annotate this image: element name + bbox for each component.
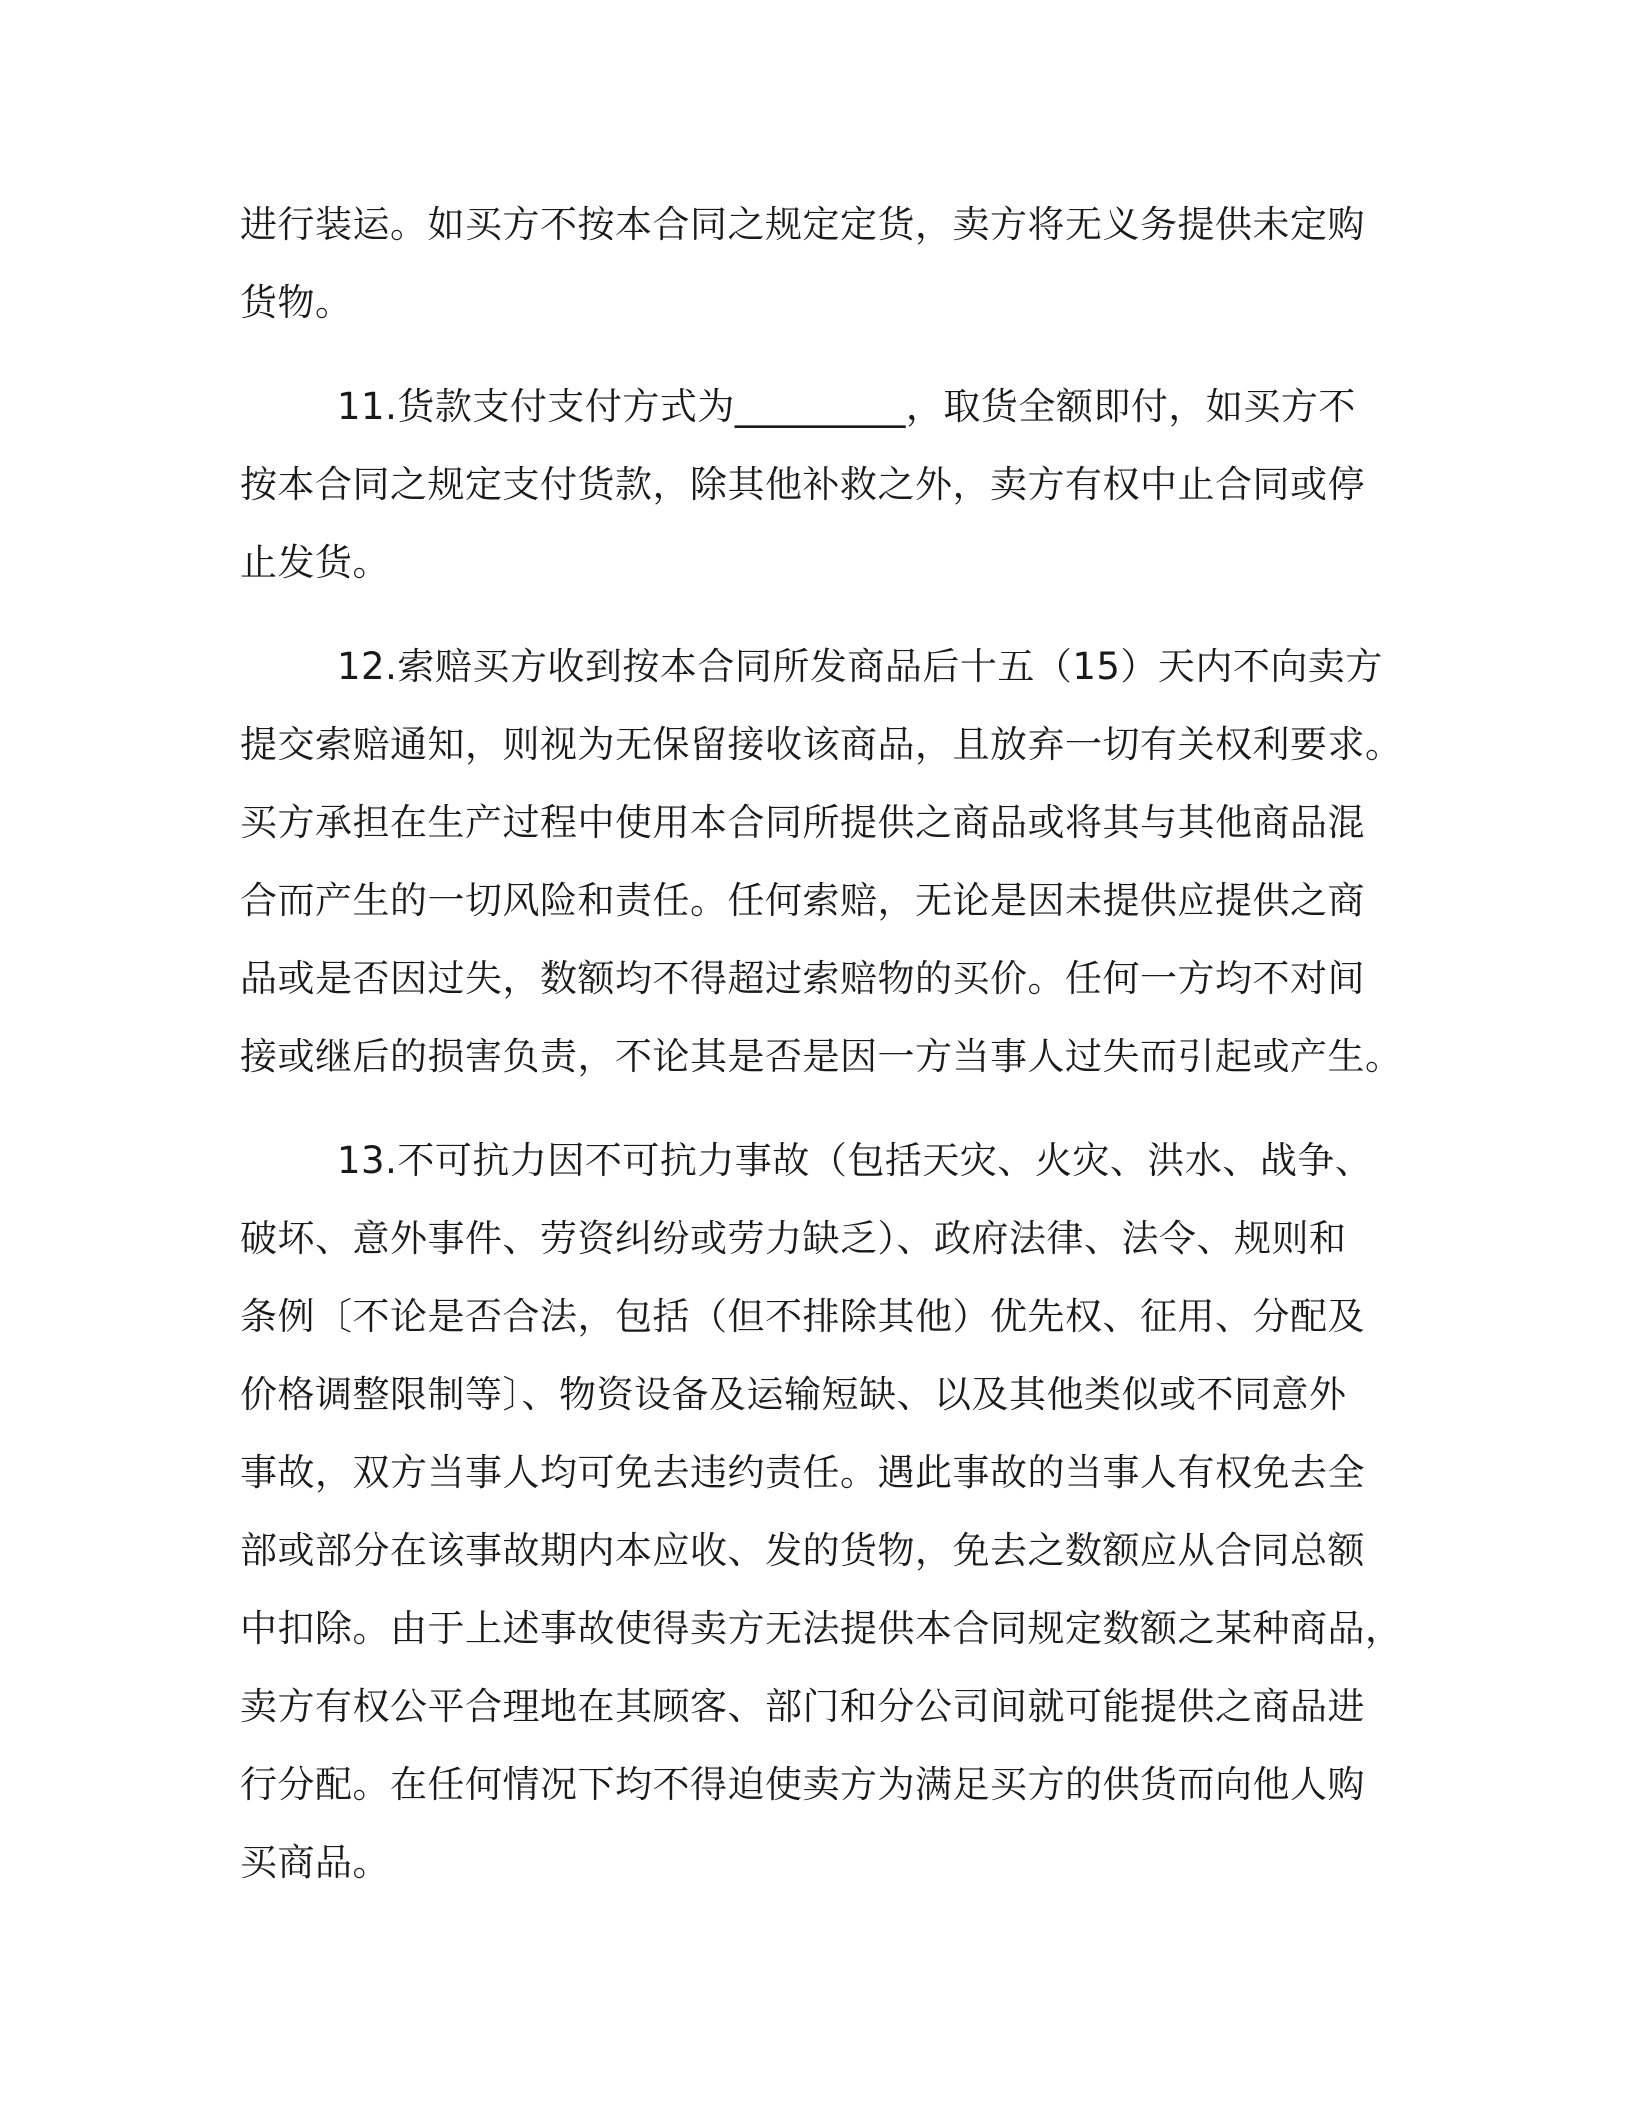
paragraph-line: 止发货。 xyxy=(240,541,390,584)
paragraph-line: 11.货款支付支付方式为_________，取货全额即付，如买方不 xyxy=(337,385,1356,428)
paragraph-line: 行分配。在任何情况下均不得迫使卖方为满足买方的供货而向他人购 xyxy=(240,1763,1365,1806)
paragraph-line: 价格调整限制等〕、物资设备及运输短缺、以及其他类似或不同意外 xyxy=(240,1373,1347,1416)
paragraph-line: 按本合同之规定支付货款，除其他补救之外，卖方有权中止合同或停 xyxy=(240,463,1365,506)
paragraph-10-continuation xyxy=(240,186,1380,342)
paragraph-line: 破坏、意外事件、劳资纠纷或劳力缺乏）、政府法律、法令、规则和 xyxy=(240,1217,1347,1260)
paragraph-line: 12.索赔买方收到按本合同所发商品后十五（15）天内不向卖方 xyxy=(337,645,1383,688)
paragraph-line: 条例〔不论是否合法，包括（但不排除其他）优先权、征用、分配及 xyxy=(240,1295,1365,1338)
document-body xyxy=(240,186,1403,1902)
paragraph-line: 品或是否因过失，数额均不得超过索赔物的买价。任何一方均不对间 xyxy=(240,957,1365,1000)
paragraph-line: 提交索赔通知，则视为无保留接收该商品，且放弃一切有关权利要求。 xyxy=(240,723,1403,766)
paragraph-12-claims xyxy=(240,628,1403,1096)
paragraph-line: 事故，双方当事人均可免去违约责任。遇此事故的当事人有权免去全 xyxy=(240,1451,1365,1494)
paragraph-line: 中扣除。由于上述事故使得卖方无法提供本合同规定数额之某种商品， xyxy=(240,1607,1403,1650)
paragraph-13-force-majeure xyxy=(240,1122,1403,1902)
paragraph-line: 买商品。 xyxy=(240,1841,390,1884)
paragraph-line: 合而产生的一切风险和责任。任何索赔，无论是因未提供应提供之商 xyxy=(240,879,1365,922)
paragraph-line: 货物。 xyxy=(240,281,353,324)
paragraph-line: 卖方有权公平合理地在其顾客、部门和分公司间就可能提供之商品进 xyxy=(240,1685,1365,1728)
paragraph-line: 部或部分在该事故期内本应收、发的货物，免去之数额应从合同总额 xyxy=(240,1529,1365,1572)
paragraph-line: 接或继后的损害负责，不论其是否是因一方当事人过失而引起或产生。 xyxy=(240,1035,1403,1078)
paragraph-line: 买方承担在生产过程中使用本合同所提供之商品或将其与其他商品混 xyxy=(240,801,1365,844)
paragraph-line: 13.不可抗力因不可抗力事故（包括天灾、火灾、洪水、战争、 xyxy=(337,1139,1373,1182)
paragraph-line: 进行装运。如买方不按本合同之规定定货，卖方将无义务提供未定购 xyxy=(240,203,1365,246)
paragraph-11-payment xyxy=(240,368,1380,602)
